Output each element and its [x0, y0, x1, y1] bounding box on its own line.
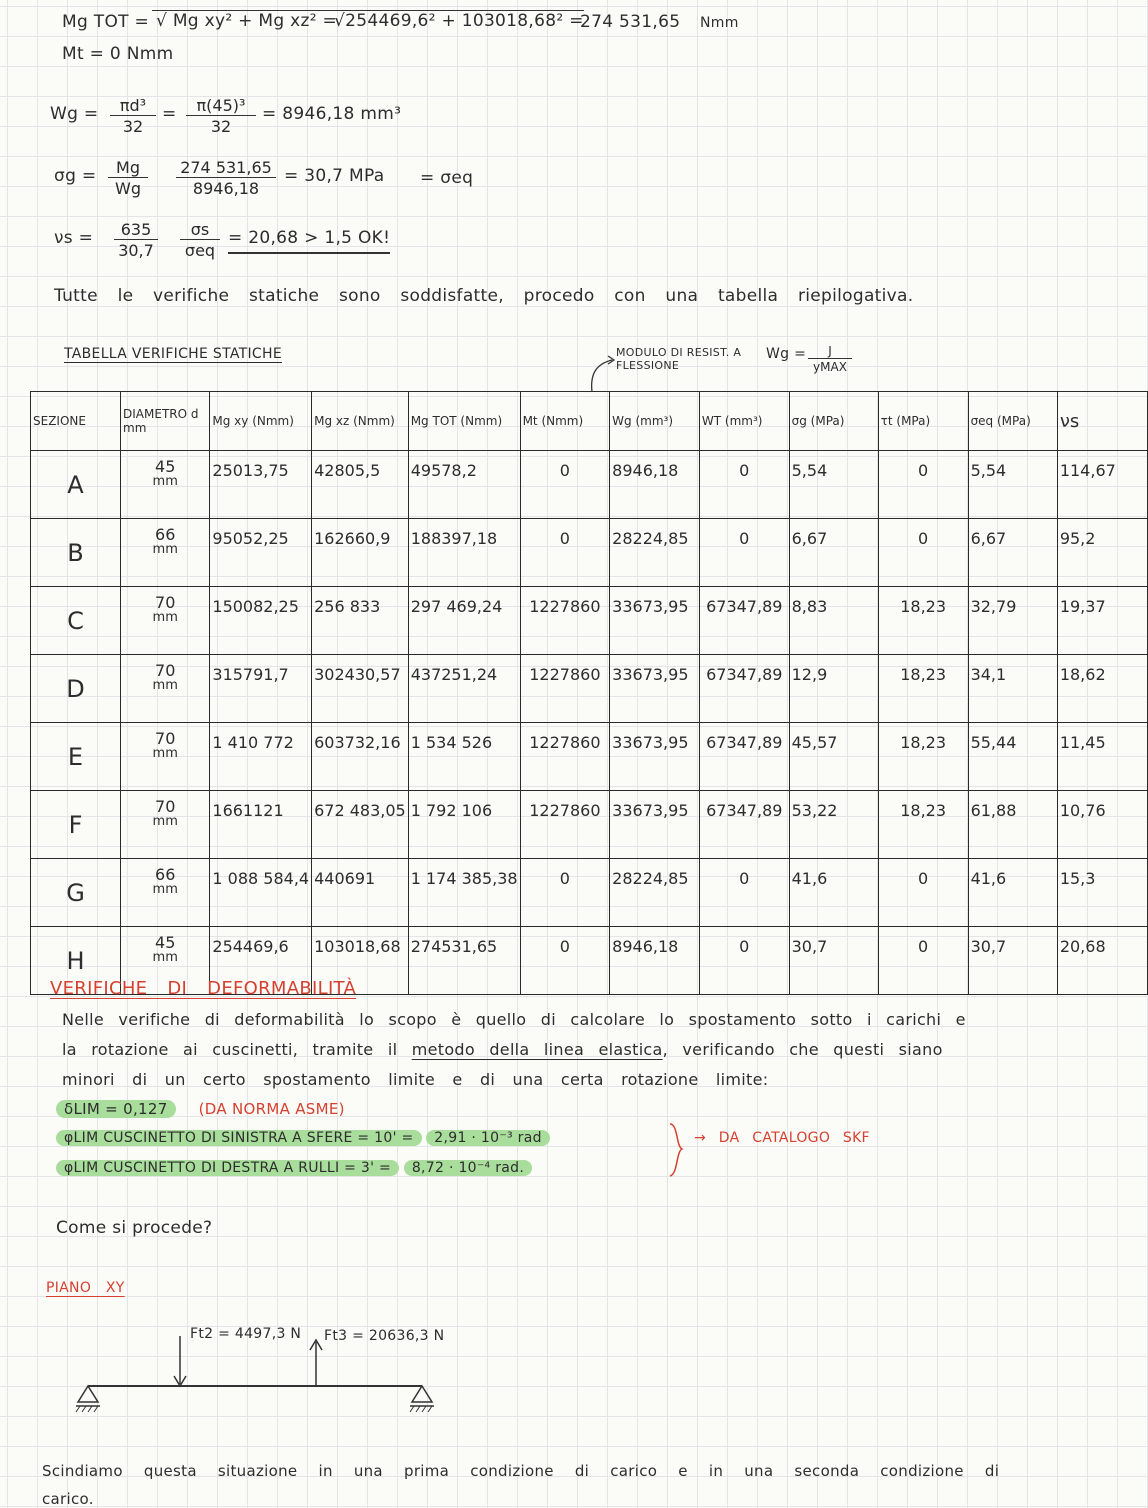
cell-sg: 41,6 — [789, 859, 878, 927]
catalog-brace — [664, 1122, 694, 1178]
sg-f1-den: Wg — [115, 179, 141, 198]
diameter-unit: mm — [152, 474, 178, 489]
header-cell: νs — [1057, 392, 1147, 451]
diameter-cell — [121, 723, 210, 791]
diameter-unit: mm — [152, 882, 178, 897]
sg-f1-num: Mg — [108, 158, 148, 178]
mg-tot-unit: Nmm — [700, 15, 739, 31]
cell-mgtot: 49578,2 — [408, 451, 520, 519]
wg-result: = 8946,18 mm³ — [262, 104, 402, 124]
mt-line: Mt = 0 Nmm — [62, 44, 174, 64]
cell-mgtot: 297 469,24 — [408, 587, 520, 655]
cell-wt: 0 — [699, 859, 789, 927]
deform-line-3: minori di un certo spostamento limite e di una certa rotazione limite: — [62, 1070, 769, 1089]
section-cell: B — [31, 519, 121, 587]
diameter-cell — [121, 655, 210, 723]
header-cell: WT (mm³) — [699, 392, 789, 451]
table-row — [31, 791, 1148, 859]
procedure-question: Come si procede? — [56, 1218, 213, 1238]
cell-vs: 10,76 — [1057, 791, 1147, 859]
cell-mgtot: 188397,18 — [408, 519, 520, 587]
section-cell: D — [31, 655, 121, 723]
deform-title: VERIFICHE DI DEFORMABILITÀ — [50, 978, 357, 999]
cell-mt: 0 — [520, 927, 610, 995]
header-cell: Mg xy (Nmm) — [210, 392, 312, 451]
cell-mt: 0 — [520, 451, 610, 519]
cell-vs: 18,62 — [1057, 655, 1147, 723]
phi2-value: 8,72 · 10⁻⁴ rad. — [404, 1160, 532, 1176]
cell-mgxz: 162660,9 — [312, 519, 409, 587]
diameter-unit: mm — [152, 542, 178, 557]
cell-wt: 67347,89 — [699, 587, 789, 655]
wg-f1-den: 32 — [122, 117, 144, 136]
diameter-cell — [121, 791, 210, 859]
header-cell: DIAMETRO d mm — [121, 392, 210, 451]
annotation-formula — [808, 344, 852, 374]
cell-wg: 33673,95 — [610, 587, 700, 655]
cell-vs: 15,3 — [1057, 859, 1147, 927]
vs-f1-num: 635 — [114, 220, 158, 240]
phi1-label: φLIM CUSCINETTO DI SINISTRA A SFERE = 10' = — [56, 1130, 422, 1146]
diameter-unit: mm — [152, 610, 178, 625]
cell-mgtot: 274531,65 — [408, 927, 520, 995]
cell-tt: 0 — [878, 451, 968, 519]
cell-mgtot: 1 174 385,38 — [408, 859, 520, 927]
cell-mt: 0 — [520, 859, 610, 927]
phi1-line — [56, 1130, 550, 1146]
table-row — [31, 655, 1148, 723]
cell-wg: 8946,18 — [610, 927, 700, 995]
cell-wt: 67347,89 — [699, 791, 789, 859]
cell-sg: 30,7 — [789, 927, 878, 995]
cell-mgxy: 1 410 772 — [210, 723, 312, 791]
diameter-unit: mm — [152, 678, 178, 693]
ft2-arrow-icon — [174, 1336, 186, 1386]
diameter-unit: mm — [152, 814, 178, 829]
deform-line-2 — [62, 1040, 943, 1059]
cell-mgxz: 42805,5 — [312, 451, 409, 519]
left-support-icon — [76, 1386, 100, 1412]
catalog-note: → DA CATALOGO SKF — [694, 1130, 870, 1146]
cell-vs: 20,68 — [1057, 927, 1147, 995]
cell-wg: 33673,95 — [610, 723, 700, 791]
static-checks-table — [30, 391, 1148, 995]
section-cell: E — [31, 723, 121, 791]
annotation-formula-den: yMAX — [813, 360, 847, 374]
cell-mgxz: 672 483,05 — [312, 791, 409, 859]
header-cell: Mt (Nmm) — [520, 392, 610, 451]
sg-f2-den: 8946,18 — [192, 179, 260, 198]
cell-mgxy: 1 088 584,4 — [210, 859, 312, 927]
bottom-line-2: carico. — [42, 1490, 94, 1508]
wg-f1-num: πd³ — [110, 96, 156, 116]
cell-mgxy: 95052,25 — [210, 519, 312, 587]
cell-mgxz: 603732,16 — [312, 723, 409, 791]
bottom-line-1: Scindiamo questa situazione in una prima condizione di carico e in una seconda condizione di — [42, 1462, 1000, 1480]
cell-wt: 67347,89 — [699, 655, 789, 723]
static-summary: Tutte le verifiche statiche sono soddisfatte, procedo con una tabella riepilogativa. — [54, 286, 914, 306]
table-row — [31, 723, 1148, 791]
diameter-value: 70 — [155, 661, 176, 680]
cell-mt: 0 — [520, 519, 610, 587]
annotation-arrow — [582, 352, 622, 394]
deform-line-1: Nelle verifiche di deformabilità lo scopo è quello di calcolare lo spostamento sotto i carichi e — [62, 1010, 966, 1029]
cell-mgxy: 25013,75 — [210, 451, 312, 519]
cell-mgtot: 1 534 526 — [408, 723, 520, 791]
table-row — [31, 587, 1148, 655]
table-annotation: MODULO DI RESIST. A FLESSIONE — [616, 346, 742, 372]
cell-tt: 0 — [878, 519, 968, 587]
section-cell: G — [31, 859, 121, 927]
annotation-formula-lhs: Wg = — [766, 346, 807, 362]
sg-lhs: σg = — [54, 166, 97, 186]
section-cell: C — [31, 587, 121, 655]
table-header-row — [31, 392, 1148, 451]
wg-fraction-2 — [186, 96, 256, 136]
phi2-label: φLIM CUSCINETTO DI DESTRA A RULLI = 3' = — [56, 1160, 399, 1176]
header-cell: σg (MPa) — [789, 392, 878, 451]
cell-wg: 28224,85 — [610, 519, 700, 587]
diameter-value: 70 — [155, 729, 176, 748]
phi2-line — [56, 1160, 532, 1176]
cell-wg: 28224,85 — [610, 859, 700, 927]
cell-wt: 0 — [699, 451, 789, 519]
cell-mgtot: 437251,24 — [408, 655, 520, 723]
cell-seq: 61,88 — [968, 791, 1057, 859]
phi1-value: 2,91 · 10⁻³ rad — [426, 1130, 550, 1146]
cell-vs: 19,37 — [1057, 587, 1147, 655]
sg-eq: = σeq — [420, 168, 474, 188]
elastic-line-method: metodo della linea elastica — [411, 1040, 663, 1059]
s-lim-note: (DA NORMA ASME) — [198, 1100, 345, 1118]
vs-f1-den: 30,7 — [118, 241, 154, 260]
cell-seq: 55,44 — [968, 723, 1057, 791]
s-lim-value: δLIM = 0,127 — [56, 1100, 176, 1118]
cell-seq: 32,79 — [968, 587, 1057, 655]
cell-wg: 8946,18 — [610, 451, 700, 519]
cell-mgxy: 150082,25 — [210, 587, 312, 655]
table-row — [31, 859, 1148, 927]
cell-seq: 6,67 — [968, 519, 1057, 587]
diameter-value: 70 — [155, 797, 176, 816]
vs-f2-den: σeq — [184, 241, 216, 260]
cell-mgxz: 302430,57 — [312, 655, 409, 723]
diameter-unit: mm — [152, 950, 178, 965]
cell-sg: 45,57 — [789, 723, 878, 791]
cell-vs: 114,67 — [1057, 451, 1147, 519]
diameter-value: 45 — [155, 933, 176, 952]
cell-wt: 0 — [699, 519, 789, 587]
wg-fraction-1 — [110, 96, 156, 136]
cell-wt: 0 — [699, 927, 789, 995]
header-cell: Mg xz (Nmm) — [312, 392, 409, 451]
vs-fraction-2 — [180, 220, 220, 260]
cell-tt: 0 — [878, 859, 968, 927]
cell-tt: 0 — [878, 927, 968, 995]
section-cell: F — [31, 791, 121, 859]
cell-mgxz: 440691 — [312, 859, 409, 927]
cell-wt: 67347,89 — [699, 723, 789, 791]
cell-tt: 18,23 — [878, 723, 968, 791]
vs-result: = 20,68 > 1,5 OK! — [228, 228, 390, 254]
diameter-value: 45 — [155, 457, 176, 476]
ft3-label: Ft3 = 20636,3 N — [324, 1328, 445, 1344]
diameter-value: 66 — [155, 865, 176, 884]
wg-lhs: Wg = — [50, 104, 99, 124]
cell-mt: 1227860 — [520, 587, 610, 655]
header-cell: Wg (mm³) — [610, 392, 700, 451]
mg-sqrt-formula: √ Mg xy² + Mg xz² = — [152, 10, 337, 31]
cell-mt: 1227860 — [520, 791, 610, 859]
wg-f2-num: π(45)³ — [186, 96, 256, 116]
mg-sqrt-values: √254469,6² + 103018,68² = — [330, 10, 584, 31]
ft3-arrow-icon — [310, 1340, 322, 1386]
cell-seq: 41,6 — [968, 859, 1057, 927]
header-cell: Mg TOT (Nmm) — [408, 392, 520, 451]
diameter-cell — [121, 587, 210, 655]
diameter-cell — [121, 451, 210, 519]
table-title: TABELLA VERIFICHE STATICHE — [64, 346, 282, 362]
annotation-formula-num: J — [808, 344, 852, 359]
deform-line-2c: , verificando che questi siano — [662, 1040, 943, 1059]
cell-wg: 33673,95 — [610, 655, 700, 723]
cell-mt: 1227860 — [520, 723, 610, 791]
section-cell: H — [31, 927, 121, 995]
cell-mgxz: 256 833 — [312, 587, 409, 655]
diameter-value: 70 — [155, 593, 176, 612]
cell-seq: 34,1 — [968, 655, 1057, 723]
cell-sg: 53,22 — [789, 791, 878, 859]
mg-tot-lhs: Mg TOT = — [62, 12, 150, 32]
cell-vs: 11,45 — [1057, 723, 1147, 791]
cell-tt: 18,23 — [878, 791, 968, 859]
cell-mt: 1227860 — [520, 655, 610, 723]
diameter-value: 66 — [155, 525, 176, 544]
plane-xy-title: PIANO XY — [46, 1280, 125, 1296]
header-cell: σeq (MPa) — [968, 392, 1057, 451]
vs-f2-num: σs — [180, 220, 220, 240]
table-row — [31, 451, 1148, 519]
wg-eq: = — [162, 104, 177, 124]
section-cell: A — [31, 451, 121, 519]
wg-f2-den: 32 — [210, 117, 232, 136]
header-cell: SEZIONE — [31, 392, 121, 451]
sg-result: = 30,7 MPa — [284, 166, 385, 186]
table-row — [31, 519, 1148, 587]
cell-vs: 95,2 — [1057, 519, 1147, 587]
s-lim-line — [56, 1100, 345, 1118]
cell-seq: 5,54 — [968, 451, 1057, 519]
sg-f2-num: 274 531,65 — [176, 158, 276, 178]
cell-sg: 8,83 — [789, 587, 878, 655]
cell-sg: 6,67 — [789, 519, 878, 587]
cell-mgxy: 1661121 — [210, 791, 312, 859]
cell-mgxz: 103018,68 — [312, 927, 409, 995]
diameter-cell — [121, 859, 210, 927]
diameter-cell — [121, 519, 210, 587]
cell-wg: 33673,95 — [610, 791, 700, 859]
cell-tt: 18,23 — [878, 655, 968, 723]
cell-sg: 12,9 — [789, 655, 878, 723]
vs-lhs: νs = — [54, 228, 94, 248]
right-support-icon — [410, 1386, 434, 1412]
cell-mgxy: 315791,7 — [210, 655, 312, 723]
vs-fraction-1 — [114, 220, 158, 260]
sg-fraction-1 — [108, 158, 148, 198]
diameter-unit: mm — [152, 746, 178, 761]
cell-mgxy: 254469,6 — [210, 927, 312, 995]
cell-sg: 5,54 — [789, 451, 878, 519]
header-cell: τt (MPa) — [878, 392, 968, 451]
cell-tt: 18,23 — [878, 587, 968, 655]
cell-mgtot: 1 792 106 — [408, 791, 520, 859]
sg-fraction-2 — [176, 158, 276, 198]
cell-seq: 30,7 — [968, 927, 1057, 995]
mg-tot-result: 274 531,65 — [580, 12, 681, 32]
ft2-label: Ft2 = 4497,3 N — [190, 1326, 302, 1342]
deform-line-2a: la rotazione ai cuscinetti, tramite il — [62, 1040, 398, 1059]
